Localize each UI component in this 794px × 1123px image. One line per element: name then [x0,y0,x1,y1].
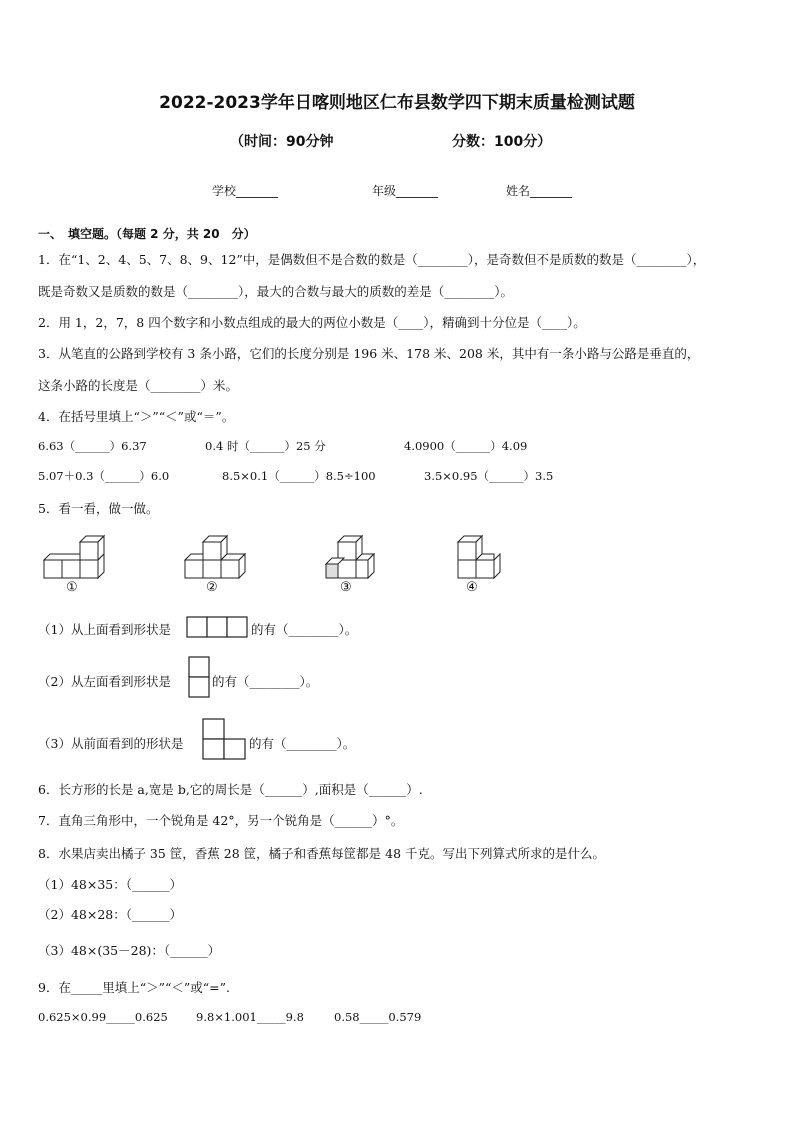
name-field: 姓名_______ [506,184,573,198]
question-6: 6．长方形的长是 a,宽是 b,它的周长是（______）,面积是（______）. [38,782,423,797]
cube-figure-2 [185,534,255,580]
question-1-line-1: 1．在“1、2、4、5、7、8、9、12”中，是偶数但不是合数的数是（________），是奇数但不是质数的数是（________）， [38,252,706,267]
question-3-line-2: 这条小路的长度是（________）米。 [38,378,239,393]
question-5-sub-1-suffix: 的有（________）。 [251,622,358,637]
question-8: 8．水果店卖出橘子 35 筐，香蕉 28 筐，橘子和香蕉每筐都是 48 千克。写出下列算式所求的是什么。 [38,846,606,861]
school-field: 学校_______ [212,184,279,198]
question-5-sub-2-suffix: 的有（________）。 [212,674,319,689]
question-5: 5．看一看，做一做。 [38,501,159,516]
question-5-sub-1-prefix: （1）从上面看到形状是 [38,622,171,637]
figure-label: ④ [466,580,478,595]
exam-score: 分数：100分） [452,134,552,150]
exam-time: （时间：90分钟 [230,134,334,150]
question-9-item: 0.58_____0.579 [334,1010,422,1024]
question-4-item: 3.5×0.95（______）3.5 [424,469,554,483]
figure-label: ③ [340,580,352,595]
figure-label: ② [206,580,218,595]
question-8-sub-1: （1）48×35：（______） [38,877,182,892]
question-5-sub-3-suffix: 的有（________）。 [249,736,356,751]
shape-three-squares-row [186,616,248,638]
question-8-sub-2: （2）48×28：（______） [38,907,182,922]
question-1-line-2: 既是奇数又是质数的数是（________），最大的合数与最大的质数的差是（________）。 [38,284,514,299]
section-title: 一、 填空题。（每题 2 分，共 20 分） [38,227,256,241]
shape-l-three-squares [202,718,246,760]
cube-figure-3 [324,534,384,580]
question-7: 7．直角三角形中，一个锐角是 42°，另一个锐角是（______）°。 [38,813,404,828]
question-9-item: 0.625×0.99_____0.625 [38,1010,168,1024]
question-4-item: 0.4 时（______）25 分 [205,439,326,453]
question-5-sub-3-prefix: （3）从前面看到的形状是 [38,736,184,751]
question-9-item: 9.8×1.001_____9.8 [196,1010,304,1024]
cube-figure-1 [44,534,114,580]
question-8-sub-3: （3）48×(35－28)：（______） [38,943,221,958]
question-4-item: 6.63（______）6.37 [38,439,147,453]
question-3-line-1: 3．从笔直的公路到学校有 3 条小路，它们的长度分别是 196 米、178 米、208 米，其中有一条小路与公路是垂直的， [38,346,700,361]
question-5-sub-2-prefix: （2）从左面看到形状是 [38,674,171,689]
grade-field: 年级_______ [372,184,439,198]
shape-two-squares-column [188,656,210,698]
page-title: 2022-2023学年日喀则地区仁布县数学四下期末质量检测试题 [159,93,635,113]
question-4-item: 4.0900（______）4.09 [404,439,528,453]
question-9: 9．在_____里填上“＞”“＜”或“=”. [38,980,230,995]
question-4: 4．在括号里填上“＞”“＜”或“＝”。 [38,409,235,424]
question-4-item: 5.07＋0.3（______）6.0 [38,469,170,483]
question-4-item: 8.5×0.1（______）8.5÷100 [222,469,376,483]
figure-label: ① [66,580,78,595]
question-2: 2．用 1，2，7，8 四个数字和小数点组成的最大的两位小数是（____），精确到十分位是（____）。 [38,315,586,330]
cube-figure-4 [456,534,506,580]
